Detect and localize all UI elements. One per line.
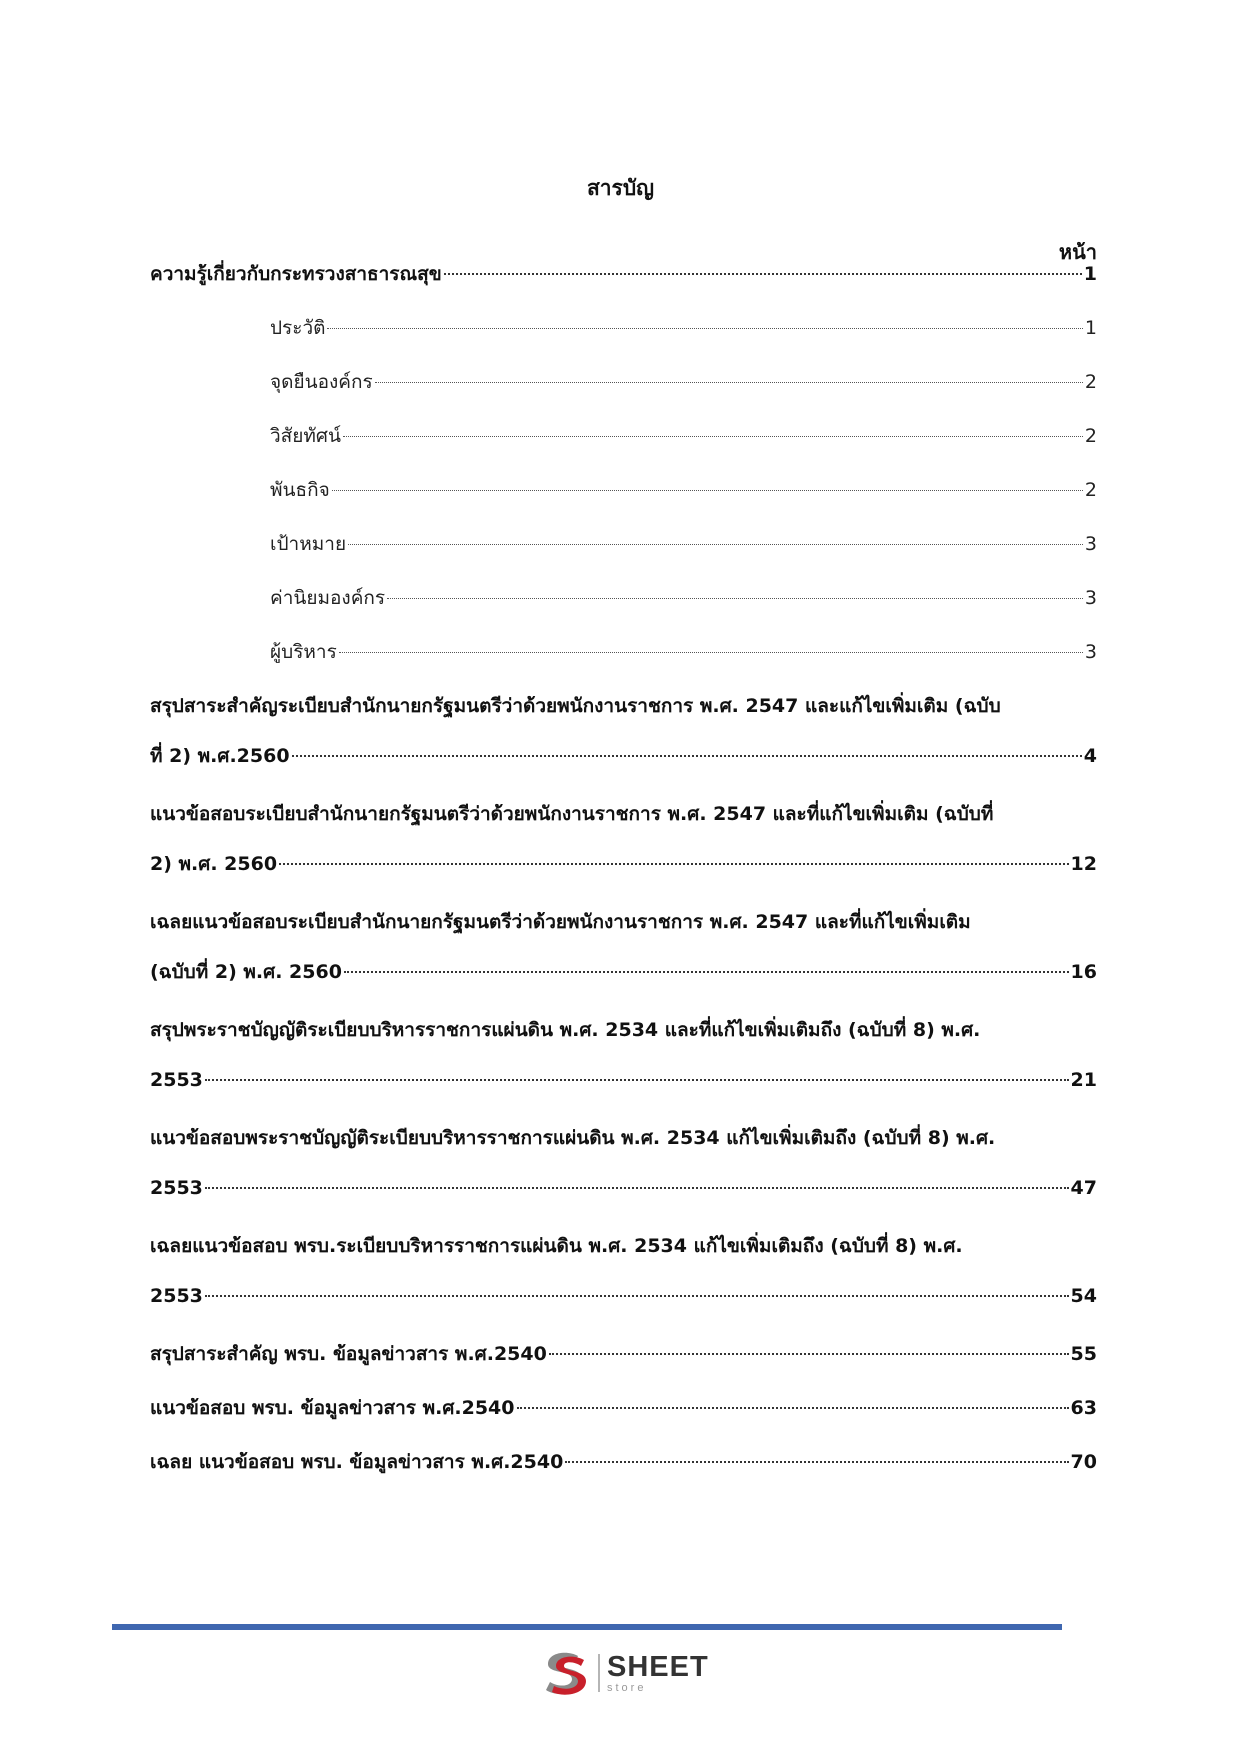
toc-page-number: 2	[1084, 371, 1097, 393]
toc-entry-text: จุดยืนองค์กร	[270, 371, 373, 393]
dot-leader	[348, 544, 1083, 545]
dot-leader	[343, 436, 1083, 437]
toc-entry[interactable]	[150, 1282, 1097, 1310]
toc-page-number: 47	[1070, 1177, 1097, 1199]
toc-page-number: 3	[1084, 641, 1097, 663]
toc-entry-text: เฉลยแนวข้อสอบ พรบ.ระเบียบบริหารราชการแผ่นดิน พ.ศ. 2534 แก้ไขเพิ่มเติมถึง (ฉบับที่ 8) พ.ศ.	[150, 1235, 963, 1257]
toc-page-number: 1	[1083, 263, 1097, 285]
dot-leader	[332, 490, 1083, 491]
toc-entry-text: แนวข้อสอบ พรบ. ข้อมูลข่าวสาร พ.ศ.2540	[150, 1397, 515, 1419]
toc-entry[interactable]	[150, 1394, 1097, 1422]
toc-entry-text: สรุปสาระสำคัญระเบียบสำนักนายกรัฐมนตรีว่าด้วยพนักงานราชการ พ.ศ. 2547 และแก้ไขเพิ่มเติม (ฉบับ	[150, 695, 1001, 717]
toc-entry-text: เป้าหมาย	[270, 533, 347, 555]
logo-separator	[598, 1654, 600, 1692]
toc-entry-text: 2) พ.ศ. 2560	[150, 853, 278, 875]
toc-entry-line	[150, 1232, 1097, 1260]
toc-page-number: 70	[1070, 1451, 1097, 1473]
toc-subentry[interactable]	[270, 422, 1097, 450]
toc-entry-text: สรุปพระราชบัญญัติระเบียบบริหารราชการแผ่นดิน พ.ศ. 2534 และที่แก้ไขเพิ่มเติมถึง (ฉบับที่ 8) พ.ศ.	[150, 1019, 981, 1041]
dot-leader	[292, 755, 1082, 757]
toc-subentry[interactable]	[270, 476, 1097, 504]
toc-entry-text: แนวข้อสอบพระราชบัญญัติระเบียบบริหารราชการแผ่นดิน พ.ศ. 2534 แก้ไขเพิ่มเติมถึง (ฉบับที่ 8) พ.ศ.	[150, 1127, 996, 1149]
logo-text	[607, 1650, 709, 1694]
dot-leader	[517, 1407, 1069, 1409]
toc-entry-text: ที่ 2) พ.ศ.2560	[150, 745, 290, 767]
toc-entry-text: ประวัติ	[270, 317, 326, 339]
logo-sub-text: store	[607, 1681, 647, 1694]
dot-leader	[205, 1187, 1069, 1189]
toc-page-number: 63	[1070, 1397, 1097, 1419]
toc-page-number: 2	[1084, 479, 1097, 501]
toc-entry-text: เฉลย แนวข้อสอบ พรบ. ข้อมูลข่าวสาร พ.ศ.2540	[150, 1451, 564, 1473]
dot-leader	[279, 863, 1069, 865]
page-title: สารบัญ	[586, 176, 655, 200]
toc-page-number: 3	[1084, 587, 1097, 609]
toc-page-number: 3	[1084, 533, 1097, 555]
toc-entry-text: 2553	[150, 1177, 203, 1199]
toc-subentry[interactable]	[270, 314, 1097, 342]
dot-leader	[549, 1353, 1069, 1355]
toc-entry[interactable]	[150, 1340, 1097, 1368]
toc-entry[interactable]	[150, 742, 1097, 770]
dot-leader	[375, 382, 1083, 383]
toc-page-number: 2	[1084, 425, 1097, 447]
toc-entry[interactable]	[150, 1066, 1097, 1094]
dot-leader	[344, 971, 1069, 973]
toc-entry-text: พันธกิจ	[270, 479, 330, 501]
page-column-label: หน้า	[1058, 240, 1097, 264]
toc-page-number: 54	[1070, 1285, 1097, 1307]
toc-entry-line	[150, 692, 1097, 720]
dot-leader	[327, 328, 1082, 329]
toc-entry[interactable]	[150, 1448, 1097, 1476]
toc-entry-text: 2553	[150, 1285, 203, 1307]
dot-leader	[444, 273, 1082, 275]
toc-page-number: 4	[1083, 745, 1097, 767]
toc-subentry[interactable]	[270, 584, 1097, 612]
toc-page-number: 55	[1070, 1343, 1097, 1365]
toc-entry-line	[150, 1124, 1097, 1152]
toc-entry-text: ความรู้เกี่ยวกับกระทรวงสาธารณสุข	[150, 263, 442, 285]
toc-entry[interactable]	[150, 850, 1097, 878]
toc-entry-text: 2553	[150, 1069, 203, 1091]
toc-entry-text: (ฉบับที่ 2) พ.ศ. 2560	[150, 961, 342, 983]
toc-entry-line	[150, 800, 1097, 828]
footer-logo	[538, 1648, 709, 1698]
toc-entry-text: แนวข้อสอบระเบียบสำนักนายกรัฐมนตรีว่าด้วยพนักงานราชการ พ.ศ. 2547 และที่แก้ไขเพิ่มเติม (ฉบับที่	[150, 803, 994, 825]
logo-main-text: SHEET	[607, 1650, 709, 1683]
dot-leader	[387, 598, 1083, 599]
toc-entry-text: ค่านิยมองค์กร	[270, 587, 386, 609]
dot-leader	[565, 1461, 1068, 1463]
toc-subentry[interactable]	[270, 638, 1097, 666]
dot-leader	[339, 652, 1083, 653]
dot-leader	[205, 1079, 1069, 1081]
toc-page-number: 1	[1084, 317, 1097, 339]
toc-entry[interactable]	[150, 1174, 1097, 1202]
toc-entry-text: วิสัยทัศน์	[270, 425, 341, 447]
toc-entry-text: สรุปสาระสำคัญ พรบ. ข้อมูลข่าวสาร พ.ศ.2540	[150, 1343, 547, 1365]
toc-subentry[interactable]	[270, 368, 1097, 396]
dot-leader	[205, 1295, 1069, 1297]
toc-subentry[interactable]	[270, 530, 1097, 558]
toc-page-number: 21	[1070, 1069, 1097, 1091]
toc-entry[interactable]	[150, 958, 1097, 986]
toc-entry-text: ผู้บริหาร	[270, 641, 337, 663]
toc-entry-line	[150, 908, 1097, 936]
toc-entry[interactable]	[150, 260, 1097, 288]
footer-rule	[112, 1624, 1062, 1630]
toc-page-number: 12	[1070, 853, 1097, 875]
toc-entry-text: เฉลยแนวข้อสอบระเบียบสำนักนายกรัฐมนตรีว่าด้วยพนักงานราชการ พ.ศ. 2547 และที่แก้ไขเพิ่มเติม	[150, 911, 971, 933]
toc-entry-line	[150, 1016, 1097, 1044]
toc-page-number: 16	[1070, 961, 1097, 983]
sheet-store-logo-icon	[538, 1648, 592, 1698]
